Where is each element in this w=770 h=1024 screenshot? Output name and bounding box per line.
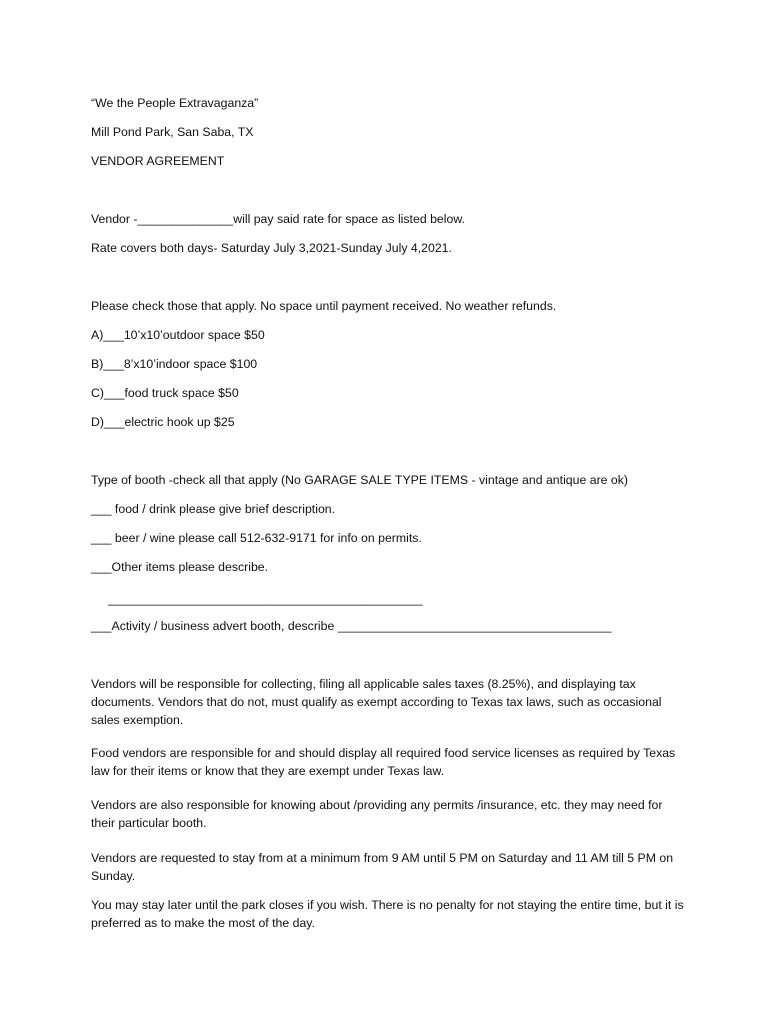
booth-option-other: ___Other items please describe. [91, 560, 269, 574]
space-option-d: D)___electric hook up $25 [91, 415, 235, 429]
document-title: VENDOR AGREEMENT [91, 154, 225, 168]
space-option-a: A)___10’x10’outdoor space $50 [91, 328, 265, 342]
space-option-b: B)___8’x10’indoor space $100 [91, 357, 258, 371]
booth-option-beer-wine: ___ beer / wine please call 512-632-9171 for info on permits. [91, 531, 422, 545]
rate-dates-line: Rate covers both days- Saturday July 3,2021-Sunday July 4,2021. [91, 241, 452, 255]
stay-later-paragraph: You may stay later until the park closes if you wish. There is no penalty for not staying the entire time, but it is preferred as to make the most of the day. [91, 898, 684, 930]
space-option-c: C)___food truck space $50 [91, 386, 239, 400]
booth-type-instructions: Type of booth -check all that apply (No GARAGE SALE TYPE ITEMS - vintage and antique are ok) [91, 473, 629, 487]
sales-tax-paragraph: Vendors will be responsible for collecting, filing all applicable sales taxes (8.25%), and displaying tax documents. Vendors that do not, must qualify as exempt according to Texas tax laws, such as occasional sales exemption. [91, 677, 662, 727]
food-license-paragraph: Food vendors are responsible for and should display all required food service licenses as required by Texas law for their items or know that they are exempt under Texas law. [91, 746, 676, 778]
permits-paragraph: Vendors are also responsible for knowing about /providing any permits /insurance, etc. they may need for their particular booth. [91, 798, 663, 830]
hours-paragraph: Vendors are requested to stay from at a minimum from 9 AM until 5 PM on Saturday and 11 AM till 5 PM on Sunday. [91, 851, 674, 883]
space-instructions: Please check those that apply. No space until payment received. No weather refunds. [91, 299, 557, 313]
event-title: “We the People Extravaganza” [91, 96, 259, 110]
booth-option-food: ___ food / drink please give brief description. [91, 502, 336, 516]
booth-option-activity: ___Activity / business advert booth, describe ________________________________________ [91, 619, 612, 633]
event-location: Mill Pond Park, San Saba, TX [91, 125, 254, 139]
vendor-name-line: Vendor -______________will pay said rate for space as listed below. [91, 212, 465, 226]
other-description-blank: ______________________________________________ [108, 592, 423, 606]
